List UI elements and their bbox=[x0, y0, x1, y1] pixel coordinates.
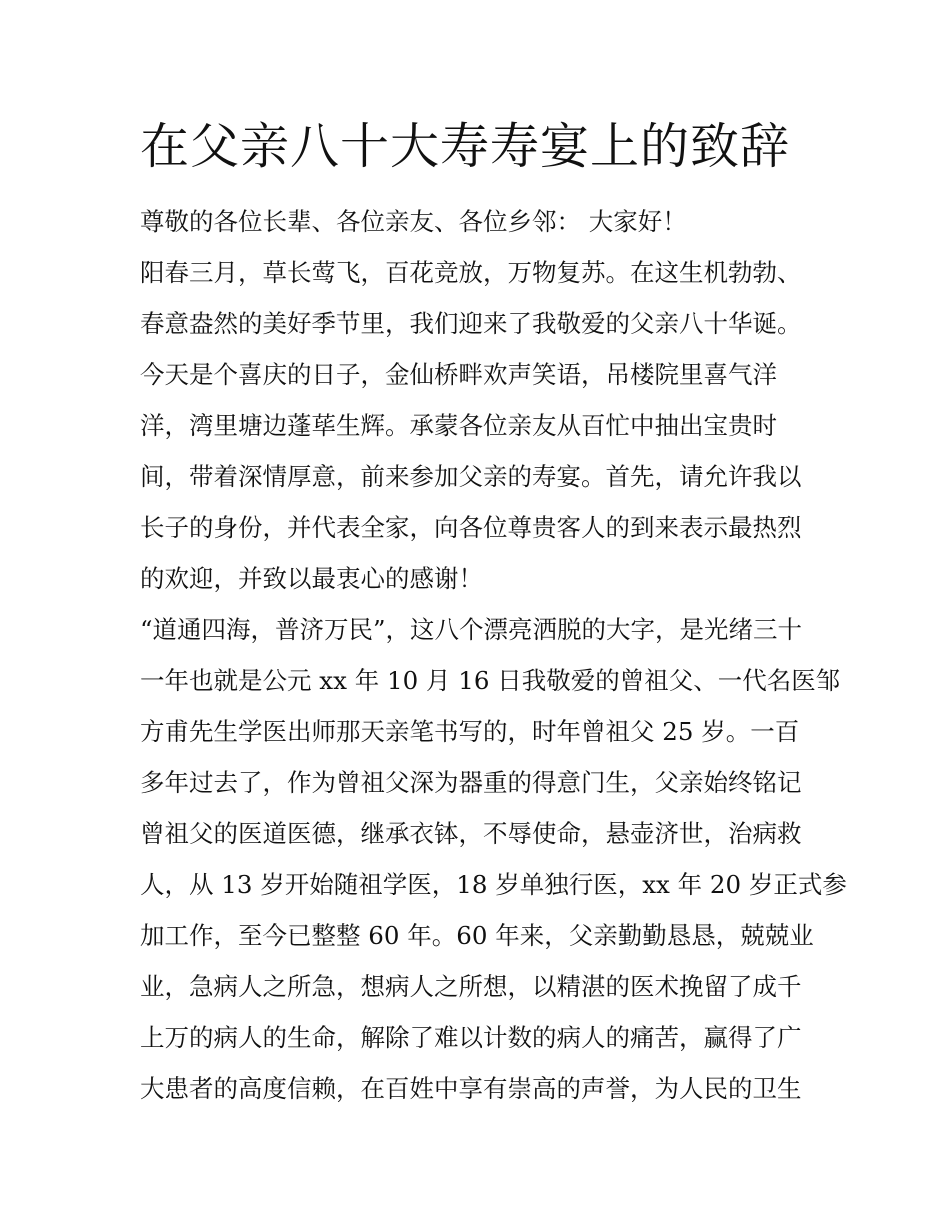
text-line: 春意盎然的美好季节里，我们迎来了我敬爱的父亲八十华诞。 bbox=[140, 309, 802, 338]
text-line: 多年过去了，作为曾祖父深为器重的得意门生，父亲始终铭记 bbox=[140, 768, 802, 797]
text-line: 加工作，至今已整整 60 年。60 年来，父亲勤勤恳恳，兢兢业 bbox=[140, 921, 814, 950]
text-line: 业，急病人之所急，想病人之所想，以精湛的医术挽留了成千 bbox=[140, 972, 802, 1001]
text-line: 长子的身份，并代表全家，向各位尊贵客人的到来表示最热烈 bbox=[140, 513, 802, 542]
text-line: 曾祖父的医道医德，继承衣钵，不辱使命，悬壶济世，治病救 bbox=[140, 819, 802, 848]
text-line: 今天是个喜庆的日子，金仙桥畔欢声笑语，吊楼院里喜气洋 bbox=[140, 360, 777, 389]
text-line: “道通四海，普济万民”，这八个漂亮洒脱的大字，是光绪三十 bbox=[140, 615, 803, 644]
text-line: 大患者的高度信赖，在百姓中享有崇高的声誉，为人民的卫生 bbox=[140, 1074, 802, 1103]
text-line: 人，从 13 岁开始随祖学医，18 岁单独行医，xx 年 20 岁正式参 bbox=[140, 870, 847, 899]
text-line: 阳春三月，草长莺飞，百花竞放，万物复苏。在这生机勃勃、 bbox=[140, 258, 802, 287]
text-line: 上万的病人的生命，解除了难以计数的病人的痛苦，赢得了广 bbox=[140, 1023, 802, 1052]
text-line: 一年也就是公元 xx 年 10 月 16 日我敬爱的曾祖父、一代名医邹 bbox=[140, 666, 841, 695]
text-line: 方甫先生学医出师那天亲笔书写的，时年曾祖父 25 岁。一百 bbox=[140, 717, 800, 746]
text-line: 尊敬的各位长辈、各位亲友、各位乡邻： 大家好！ bbox=[140, 207, 687, 236]
text-line: 间，带着深情厚意，前来参加父亲的寿宴。首先，请允许我以 bbox=[140, 462, 802, 491]
text-line: 洋，湾里塘边蓬荜生辉。承蒙各位亲友从百忙中抽出宝贵时 bbox=[140, 411, 777, 440]
text-line: 的欢迎，并致以最衷心的感谢！ bbox=[140, 564, 483, 593]
document-title: 在父亲八十大寿寿宴上的致辞 bbox=[140, 118, 791, 175]
